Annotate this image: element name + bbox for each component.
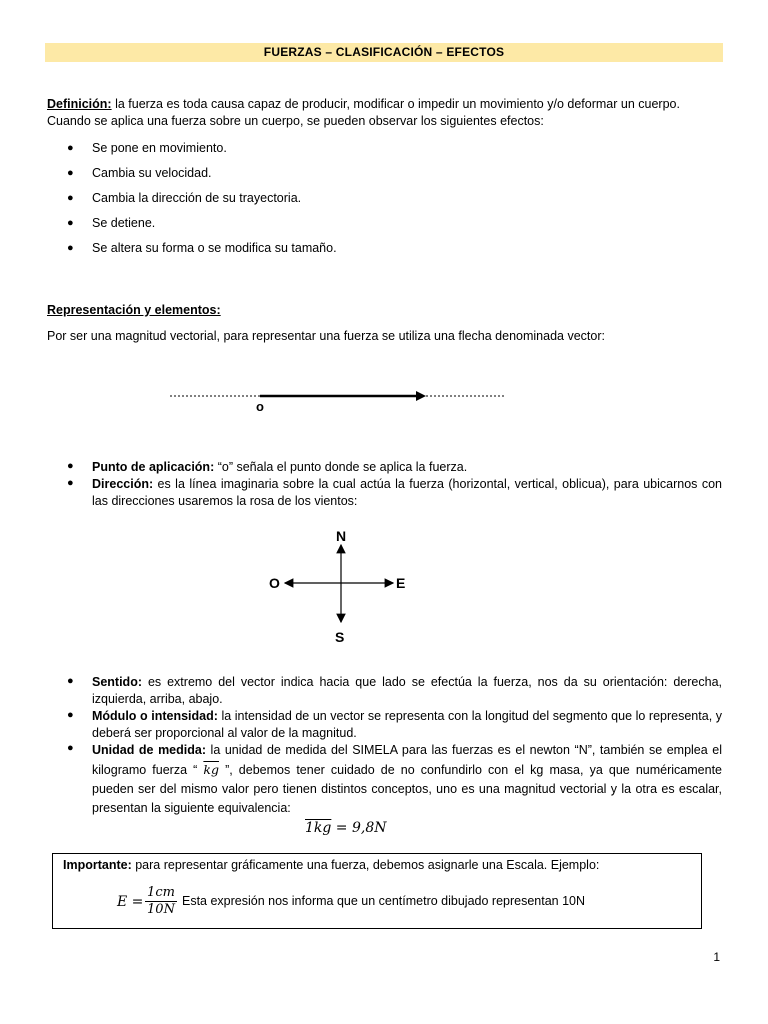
kg-vector-symbol: $\overline{kg}$ [203,762,219,777]
scale-fraction [145,885,177,918]
definition-paragraph [47,96,722,113]
scale-denominator: 10N [147,902,175,917]
bullet: ● [67,675,74,687]
bullet: ● [67,242,74,254]
page-title: FUERZAS – CLASIFICACIÓN – EFECTOS [45,43,723,62]
representation-heading: Representación y elementos: [47,303,221,317]
list-item-sentido: Sentido: es extremo del vector indica hacia que lado se efectúa la fuerza, nos da su orientación: derecha, izquierda, arriba, abajo. [92,675,722,706]
compass-label-s: S [335,629,345,645]
important-text: Importante: para representar gráficamente una fuerza, debemos asignarle una Escala. Ejemplo: [63,858,600,872]
bullet: ● [67,709,74,721]
origin-label: o [256,399,264,414]
definition-label: Definición: [47,97,112,111]
list-item-punto: Punto de aplicación: “o” señala el punto donde se aplica la fuerza. [92,460,468,474]
vector-diagram [160,380,520,420]
scale-numerator: 1cm [145,885,177,902]
bullet: ● [67,742,74,754]
list-item: Cambia la dirección de su trayectoria. [92,191,302,205]
representation-intro: Por ser una magnitud vectorial, para representar una fuerza se utiliza una flecha denominada vector: [47,329,605,343]
list-item: Se detiene. [92,216,156,230]
bullet: ● [67,192,74,204]
list-item: Se altera su forma o se modifica su tamaño. [92,241,337,255]
compass-label-e: E [396,575,406,591]
list-item-direccion: Dirección: es la línea imaginaria sobre la cual actúa la fuerza (horizontal, vertical, oblicua), para ubicarnos con las direcciones usaremos la rosa de los vientos: [92,477,722,508]
equivalence-formula: 1kg = 9,8N [305,820,387,836]
bullet: ● [67,167,74,179]
list-item-modulo: Módulo o intensidad: la intensidad de un vector se representa con la longitud del segmento que lo representa, y deberá ser proporcional al valor de la magnitud. [92,709,722,740]
list-item-unidad: Unidad de medida: la unidad de medida del SIMELA para las fuerzas es el newton “N”, también se emplea el kilogramo fuerza “ $\overline{kg}$ ”, debemos tener cuidado de no confundirlo con el kg masa, ya que numéricamente pueden ser del mismo valor pero tienen distintos conceptos, uno es una magnitud vectorial y la otra es escalar, presentan la siguiente equivalencia: [92,743,722,815]
list-item: Se pone en movimiento. [92,141,227,155]
scale-formula-lhs: E = [117,894,144,910]
compass-label-n: N [336,528,347,544]
page-number: 1 [713,950,720,964]
compass-label-o: O [269,575,280,591]
definition-paragraph-2: Cuando se aplica una fuerza sobre un cuerpo, se pueden observar los siguientes efectos: [47,114,544,128]
compass-rose [258,525,418,650]
bullet: ● [67,217,74,229]
bullet: ● [67,460,74,472]
bullet: ● [67,477,74,489]
list-item: Cambia su velocidad. [92,166,212,180]
scale-explanation: Esta expresión nos informa que un centímetro dibujado representan 10N [182,894,586,908]
vector-arrow-head-icon [416,391,426,401]
bullet: ● [67,142,74,154]
definition-text: la fuerza es toda causa capaz de producir, modificar o impedir un movimiento y/o deformar un cuerpo. [111,97,680,111]
